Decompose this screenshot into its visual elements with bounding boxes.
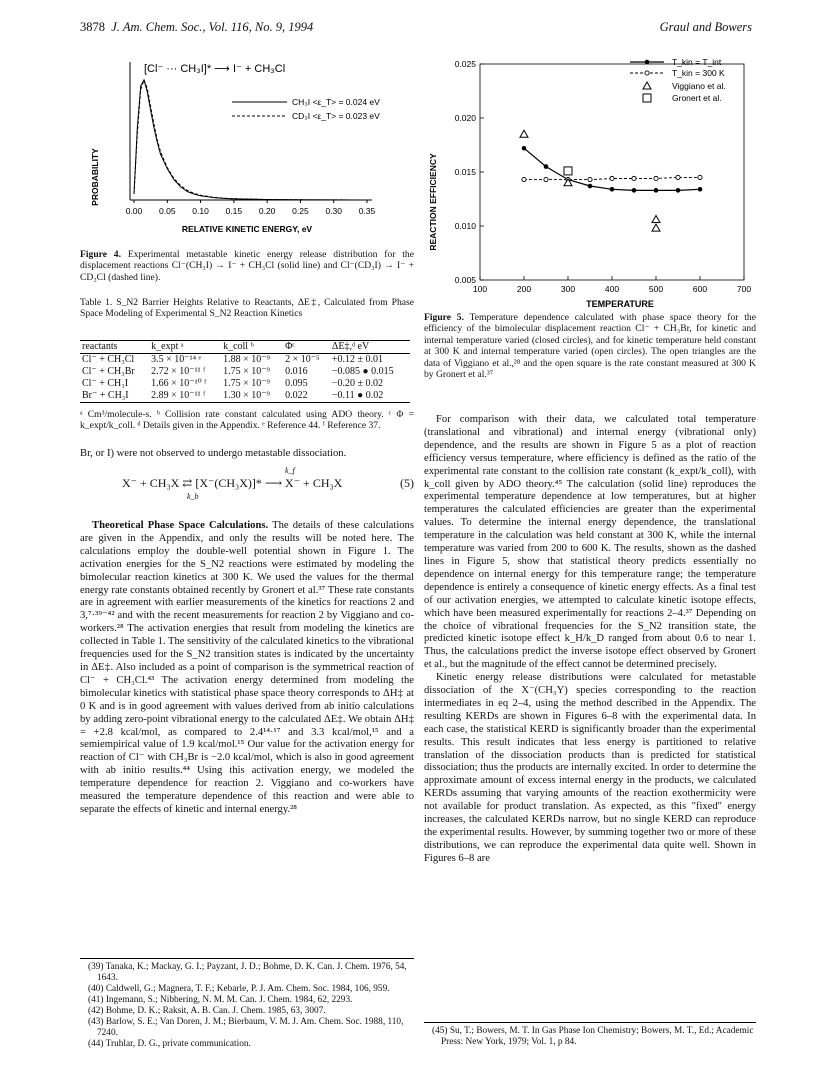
- equation-text: X⁻ + CH₃X ⇄ [X⁻(CH₃X)]* ⟶ X⁻ + CH₃X: [122, 476, 343, 490]
- fig5-point-open-square: [564, 167, 572, 175]
- fig5-legend-square: [643, 94, 651, 102]
- figure-5-caption: [424, 312, 756, 380]
- fig5-point-closed-circle: [588, 184, 593, 189]
- left-paragraph-1: Br, or I) were not observed to undergo metastable dissociation.: [80, 448, 347, 459]
- table-cell: 0.095: [285, 378, 308, 389]
- fig5-legend-label-3: Gronert et al.: [672, 93, 722, 103]
- fig5-point-open-triangle: [652, 224, 660, 231]
- equation-kb: k_b: [187, 492, 199, 501]
- table-cell: 1.88 × 10⁻⁹: [223, 354, 270, 365]
- fig5-y-tick-label: 0.020: [454, 113, 476, 123]
- table-row: [80, 378, 410, 390]
- page-number: 3878: [80, 20, 105, 34]
- fig4-x-tick-label: 0.00: [125, 206, 143, 216]
- fig4-reaction-label: [Cl⁻ ··· CH₃I]* ⟶ I⁻ + CH₃Cl: [144, 63, 286, 75]
- table-header-cell: k_expt ᵃ: [151, 341, 184, 352]
- table-cell: 2.72 × 10⁻¹¹ ᶠ: [151, 366, 206, 377]
- fig5-x-tick-label: 600: [692, 284, 708, 294]
- fig5-y-tick-label: 0.010: [454, 221, 476, 231]
- fig4-x-ticks: [126, 200, 376, 216]
- fig5-x-axis-label: TEMPERATURE: [586, 299, 654, 309]
- fig5-legend-label-0: T_kin = T_int: [672, 57, 722, 67]
- fig5-point-open-circle: [522, 177, 526, 181]
- table-cell: +0.12 ± 0.01: [331, 354, 384, 365]
- table-cell: −0.11 ● 0.02: [331, 390, 384, 401]
- table-cell: −0.20 ± 0.02: [331, 378, 384, 389]
- fig4-x-tick-label: 0.35: [358, 206, 376, 216]
- fig4-legend-label-0: CH₃I <ε_T> = 0.024 eV: [292, 97, 380, 107]
- fig5-point-open-circle: [654, 176, 658, 180]
- fig5-point-open-circle: [588, 177, 592, 181]
- fig4-x-tick-label: 0.30: [325, 206, 342, 216]
- equation-5: [80, 466, 414, 506]
- fig5-point-closed-circle: [632, 188, 637, 193]
- reference-item: (40) Caldwell, G.; Magnera, T. F.; Kebarle, P. J. Am. Chem. Soc. 1984, 106, 959.: [88, 984, 390, 994]
- fig5-point-open-circle: [544, 177, 548, 181]
- table-cell: 0.022: [285, 390, 308, 401]
- table-header-cell: ΔE‡,ᵈ eV: [331, 341, 370, 352]
- table-cell: 3.5 × 10⁻¹⁴ ᵉ: [151, 354, 202, 365]
- table-cell: 1.30 × 10⁻⁹: [223, 390, 270, 401]
- fig5-x-tick-label: 500: [648, 284, 664, 294]
- header-left: [80, 20, 313, 35]
- fig5-point-closed-circle: [610, 187, 615, 192]
- right-paragraph-1: For comparison with their data, we calculated total temperature (translational and vibrational) and internal energy (vibrational only) dependence, and the results are shown in Figure 5 as a plot of reaction efficiency versus temperature, where efficiency is defined as the ratio of the experimental rate constant to the collision rate constant (k_expt/k_coll), with k_coll given by ADO theory.⁴⁵ The calculation (solid line) reproduces the experimental temperature dependence at low temperatures, but at higher temperatures the calculated efficiencies are greater than the experimental values. To determine the internal energy dependence, the translational temperature in the calculation was held constant at 300 K, while the internal temperature was varied from 200 to 600 K. The results, shown as the dashed lines in Figure 5, show that statistical theory predicts essentially no dependence on internal energy for this temperature range; the temperature dependence is entirely a consequence of kinetic energy effects. As a final test of our activation energies, we attempted to calculate kinetic isotope effects, which have been measured experimentally for reactions 2–4.³⁷ Depending on the choice of vibrational frequencies for the S_N2 transition state, the predicted kinetic isotope effect k_H/k_D ranged from about 0.6 to near 1. Thus, the calculations predict the inverse isotope effect observed by Gronert et al., but the magnitude of the effect cannot be determined precisely.: [424, 414, 756, 671]
- table-header-cell: k_coll ᵇ: [223, 341, 254, 352]
- journal-citation: J. Am. Chem. Soc., Vol. 116, No. 9, 1994: [111, 20, 314, 34]
- section-title: Theoretical Phase Space Calculations.: [92, 520, 269, 531]
- fig5-point-open-circle: [698, 175, 702, 179]
- equation-number: (5): [400, 476, 414, 490]
- table-cell: Cl⁻ + CH₃I: [82, 378, 129, 389]
- table-cell: −0.085 ● 0.015: [331, 366, 394, 377]
- fig5-point-open-circle: [676, 175, 680, 179]
- reference-item: (44) Truhlar, D. G., private communication.: [88, 1039, 251, 1049]
- fig5-x-tick-label: 300: [560, 284, 576, 294]
- reference-item: (39) Tanaka, K.; Mackay, G. I.; Payzant, J. D.; Bohme, D. K. Can. J. Chem. 1976, 54, 1643.: [88, 962, 407, 983]
- fig5-point-closed-circle: [654, 188, 659, 193]
- reference-item: (41) Ingemann, S.; Nibbering, N. M. M. Can. J. Chem. 1984, 62, 2293.: [88, 995, 353, 1005]
- fig5-point-closed-circle: [698, 187, 703, 192]
- fig5-point-open-circle: [632, 176, 636, 180]
- fig5-y-tick-label: 0.025: [454, 59, 476, 69]
- fig4-x-tick-label: 0.05: [159, 206, 176, 216]
- fig5-point-open-triangle: [520, 130, 528, 137]
- table-1-title: Table 1. S_N2 Barrier Heights Relative to Reactants, ΔE‡, Calculated from Phase Space Modeling of Experimental S_N2 Reaction Kinetics: [80, 297, 414, 320]
- figure-4-plot: [82, 52, 412, 242]
- table-header-cell: reactants: [82, 341, 118, 352]
- fig5-y-axis-label: REACTION EFFICIENCY: [428, 153, 438, 251]
- fig4-y-axis-label: PROBABILITY: [90, 148, 100, 206]
- fig5-legend-closed-circle: [645, 60, 650, 65]
- table-cell: Br⁻ + CH₃I: [82, 390, 129, 401]
- fig4-caption-text: Experimental metastable kinetic energy release distribution for the displacement reactions Cl⁻(CH₃I) → I⁻ + CH₃Cl (solid line) and Cl⁻(CD₃I) → I⁻ + CD₃Cl (dashed line).: [80, 249, 414, 283]
- left-references: [88, 962, 414, 1050]
- fig4-x-tick-label: 0.15: [225, 206, 243, 216]
- table-1: [80, 340, 410, 403]
- table-cell: 1.75 × 10⁻⁹: [223, 378, 270, 389]
- table-cell: 1.66 × 10⁻¹⁰ ᶠ: [151, 378, 207, 389]
- right-paragraph-2: Kinetic energy release distributions were calculated for metastable dissociation of the X⁻(CH₃Y) species corresponding to the reaction intermediates in eq 2–4, using the method described in the Appendix. The resulting KERDs are shown in Figures 6–8 with the experimental data. In each case, the statistical KERD is significantly broader than the experimental results. This result indicates that less energy is partitioned to relative translation of the dissociation products than is predicted for statistical dissociation; thus the products are internally excited. In order to determine the approximate amount of excess internal energy in the products, we calculated KERDs assuming that varying amounts of the reaction exothermicity were not available for product translation. As expected, as this "fixed" energy increases, the calculated KERDs narrow, but no single KERD can reproduce the experimental results. However, by summing together two or more of these distributions, we can reproduce the experimental data quite well. Shown in Figures 6–8 are: [424, 672, 756, 864]
- figure-5-plot: [420, 52, 765, 310]
- fig5-series-line-0: [524, 148, 700, 190]
- fig5-legend-open-circle: [645, 71, 649, 75]
- fig5-point-closed-circle: [522, 146, 527, 151]
- fig5-x-tick-label: 100: [472, 284, 488, 294]
- fig4-legend-label-1: CD₃I <ε_T> = 0.023 eV: [292, 111, 380, 121]
- fig5-series: [520, 130, 702, 231]
- table-header-row: [80, 341, 410, 354]
- fig5-caption-label: Figure 5.: [424, 312, 464, 323]
- reference-item: (42) Bohme, D. K.; Raksit, A. B. Can. J. Chem. 1985, 63, 3007.: [88, 1006, 326, 1016]
- table-row: [80, 390, 410, 403]
- fig5-legend-triangle: [643, 82, 651, 89]
- fig4-caption-label: Figure 4.: [80, 249, 122, 260]
- fig5-y-tick-label: 0.015: [454, 167, 476, 177]
- table-row: [80, 354, 410, 367]
- table-cell: Cl⁻ + CH₃Br: [82, 366, 135, 377]
- fig4-x-axis-label: RELATIVE KINETIC ENERGY, eV: [181, 224, 313, 234]
- fig5-legend-label-2: Viggiano et al.: [672, 81, 726, 91]
- fig5-y-tick-label: 0.005: [454, 275, 476, 285]
- reference-item: (45) Su, T.; Bowers, M. T. In Gas Phase Ion Chemistry; Bowers, M. T., Ed.; Academic Press: New York, 1979; Vol. 1, p 84.: [432, 1026, 754, 1047]
- table-cell: Cl⁻ + CH₃Cl: [82, 354, 135, 365]
- header-authors: Graul and Bowers: [659, 20, 752, 34]
- fig5-x-tick-label: 700: [736, 284, 752, 294]
- equation-kf: k_f: [285, 466, 295, 475]
- left-column-body: [80, 520, 414, 817]
- right-references: [432, 1026, 756, 1048]
- table-cell: 2 × 10⁻⁵: [285, 354, 320, 365]
- table-header-cell: Φᶜ: [285, 341, 295, 352]
- table-cell: 1.75 × 10⁻⁹: [223, 366, 270, 377]
- fig5-legend-label-1: T_kin = 300 K: [672, 68, 725, 78]
- fig5-point-closed-circle: [544, 164, 549, 169]
- fig5-point-open-circle: [610, 176, 614, 180]
- reference-item: (43) Barlow, S. E.; Van Doren, J. M.; Bierbaum, V. M. J. Am. Chem. Soc. 1988, 110, 7240.: [88, 1017, 404, 1038]
- fig5-point-closed-circle: [676, 188, 681, 193]
- fig5-point-open-triangle: [652, 216, 660, 223]
- table-row: [80, 366, 410, 378]
- figure-4-caption: [80, 249, 414, 283]
- table-cell: 0.016: [285, 366, 308, 377]
- fig4-x-tick-label: 0.20: [258, 206, 276, 216]
- table-cell: 2.89 × 10⁻¹¹ ᶠ: [151, 390, 206, 401]
- fig5-x-tick-label: 400: [604, 284, 620, 294]
- left-paragraph-2-text: The details of these calculations are given in the Appendix, and only the results will be noted here. The calculations employ the double-well potential shown in Figure 1. The activation energies for the S_N2 reactions were estimated by modeling the bimolecular reaction kinetics at 300 K. We used the values for the thermal energy rate constants obtained recently by Gronert et al.³⁷ These rate constants are in agreement with earlier measurements of the kinetics for reactions 2 and 3,⁷·³⁹⁻⁴² and with the recent measurements for reaction 2 by Viggiano and co-workers.²⁸ The activation energies that result from modeling the kinetics are collected in Table 1. The sensitivity of the calculated kinetics to the vibrational frequencies used for the S_N2 transition states is indicated by the uncertainty in ΔE‡. Also included as a point of comparison is the symmetrical reaction of Cl⁻ + CH₃Cl.⁴³ The activation energy determined from modeling the bimolecular kinetics with statistical phase space theory corresponds to ΔH‡ at 0 K and is in good agreement with values derived from ab initio calculations by adding zero-point vibrational energy to the calculated ΔE‡. We obtain ΔH‡ = +2.8 kcal/mol, as compared to 2.4¹⁴·¹⁷ and 3.3 kcal/mol,¹⁵ and a semiempirical value of 1.9 kcal/mol.¹⁵ Our value for the activation energy for reaction of Cl⁻ with CH₃Br is −2.0 kcal/mol, which is also in good agreement with ab initio results.⁴⁴ Using this activation energy, we modeled the temperature dependence for reaction 2. Viggiano and co-workers have measured the temperature dependence of this reaction and were able to separate the effects of kinetic and internal energy.²⁸: [80, 520, 414, 815]
- fig4-x-tick-label: 0.10: [192, 206, 209, 216]
- left-footnote-rule: [80, 958, 414, 959]
- right-column: [424, 414, 756, 866]
- table-1-footnotes: ᵃ Cm³/molecule-s. ᵇ Collision rate constant calculated using ADO theory. ᶜ Φ = k_expt/k_coll. ᵈ Details given in the Appendix. ᵉ Reference 44. ᶠ Reference 37.: [80, 409, 414, 432]
- fig4-x-tick-label: 0.25: [292, 206, 309, 216]
- fig5-caption-text: Temperature dependence calculated with phase space theory for the efficiency of the bimolecular displacement reaction Cl⁻ + CH₃Br, for kinetic and internal temperature varied (closed circles), and for kinetic temperature held constant at 300 K and internal temperature varied (open circles). The open triangles are the data of Viggiano et al.,²⁸ and the open square is the rate constant measured at 300 K by Gronert et al.³⁷: [424, 312, 756, 381]
- left-paragraph-2: [80, 520, 414, 817]
- left-column: [80, 448, 414, 461]
- right-footnote-rule: [424, 1022, 756, 1023]
- fig5-x-tick-label: 200: [516, 284, 532, 294]
